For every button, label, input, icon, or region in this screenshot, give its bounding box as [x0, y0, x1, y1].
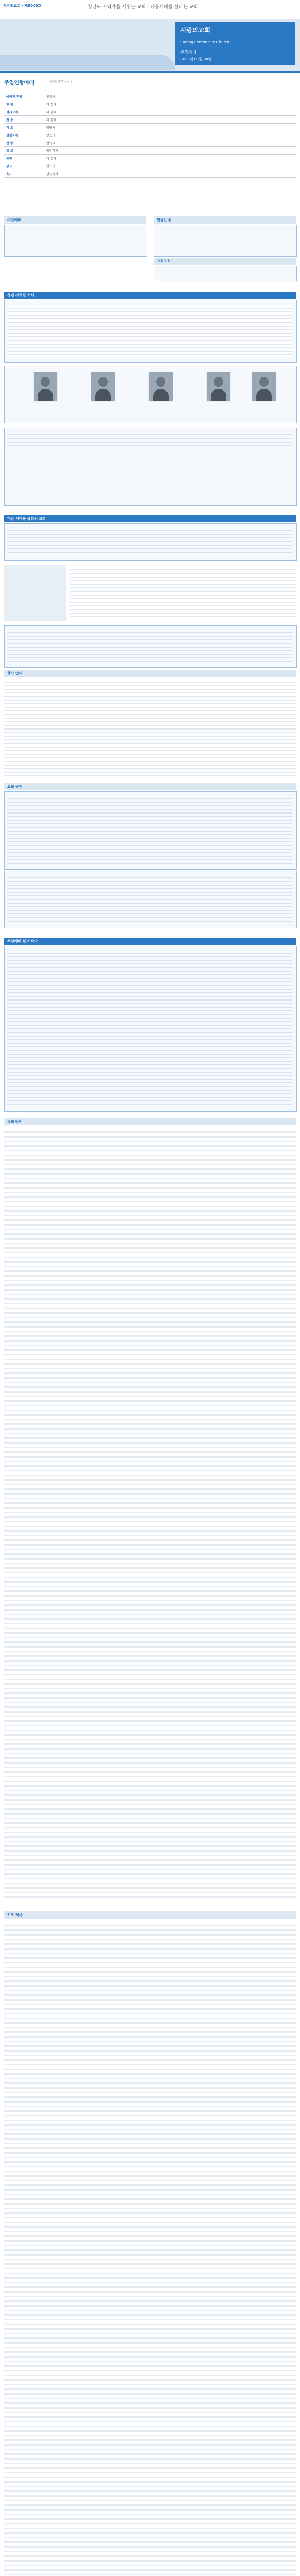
dept-diagram	[4, 565, 66, 621]
worship-order-label: 찬 송	[4, 116, 44, 124]
worship-order-value: 다 함께	[44, 108, 296, 116]
worship-order-row	[4, 116, 296, 124]
dept-diagram-lines	[70, 567, 296, 620]
worship-order-label: 봉헌	[4, 155, 44, 162]
worship-subtitle: (예배 세부 순서)	[49, 80, 72, 84]
worship-order-label: 성경봉독	[4, 131, 44, 139]
prayer-bar: 기도 제목	[4, 1911, 296, 1919]
offering-bar: 헌금안내	[154, 216, 296, 224]
worship-order-row	[4, 139, 296, 147]
dept-list-lines	[7, 630, 292, 663]
worship-order-value: 찬양대	[44, 139, 296, 147]
worship-order-value: 담임목사	[44, 147, 296, 155]
announcement-bar: 교회소식	[154, 258, 296, 265]
banner-subtitle: Sarang Community Church	[180, 40, 229, 44]
album-bar: 행사 안내	[4, 670, 296, 677]
worship-order-row	[4, 147, 296, 155]
worship-order-label: 광고	[4, 162, 44, 170]
banner-box	[175, 22, 295, 65]
worship-order-row	[4, 131, 296, 139]
prayer-lines	[7, 432, 292, 449]
staff-photo-2	[91, 372, 115, 402]
worship-order-label: 찬 양	[4, 139, 44, 147]
prayer-text	[4, 1922, 296, 2576]
worship-order-row	[4, 124, 296, 131]
worship-order-row	[4, 170, 296, 178]
worship-order-value: 인도자	[44, 131, 296, 139]
worship-order-table	[4, 93, 296, 178]
sermon-bar: 목회서신	[4, 1118, 296, 1125]
worship-order-label: 기 도	[4, 124, 44, 131]
youth-bar: 청년 사역팀 소식	[4, 292, 296, 299]
banner-title: 사랑의교회	[180, 27, 210, 34]
worship-order-value: 담당자	[44, 124, 296, 131]
header-banner	[0, 19, 300, 73]
offering-box	[154, 225, 297, 257]
worship-order-value: 인도자	[44, 162, 296, 170]
worship-order-value: 인도자	[44, 93, 296, 100]
worship-order-label: 축도	[4, 170, 44, 178]
notice-lines	[7, 795, 292, 865]
staff-photo-1	[33, 372, 58, 402]
album-text	[4, 679, 296, 777]
worship-title: 주일연합예배	[4, 80, 34, 86]
worship-order-label: 성시교독	[4, 108, 44, 116]
dept-bar: 다음 세대를 살리는 교회	[4, 515, 296, 522]
banner-line: 주일예배	[180, 50, 196, 55]
staff-photo-5	[252, 372, 276, 402]
schedule-bar: 주일예배	[4, 216, 146, 224]
worship-order-label: 예배의 부름	[4, 93, 44, 100]
schedule-box	[4, 225, 147, 257]
worship-order-label: 설 교	[4, 147, 44, 155]
notice-bar: 교회 공지	[4, 783, 296, 790]
worship-order-value: 다 함께	[44, 116, 296, 124]
dept-lines	[7, 528, 292, 555]
sermon-text	[4, 1128, 296, 1901]
worship-order-row	[4, 100, 296, 108]
worship-order-row	[4, 162, 296, 170]
worship-order-row	[4, 93, 296, 100]
column-lines	[7, 950, 292, 1107]
brand-label: 사랑의교회 · 제0000호	[3, 4, 42, 8]
worship-order-row	[4, 155, 296, 162]
column-bar: 주일예배 설교 요약	[4, 938, 296, 945]
staff-photo-3	[148, 372, 173, 402]
worship-order-value: 다 함께	[44, 100, 296, 108]
top-strip	[0, 0, 300, 19]
worship-order-value: 담임목사	[44, 170, 296, 178]
slogan: 청년도 사역자를 세우는 교회 · 다음세대를 살리는 교회	[88, 5, 198, 10]
worship-order-row	[4, 108, 296, 116]
banner-date: 2023년 00월 00일	[180, 57, 212, 61]
banner-swoosh	[0, 55, 175, 70]
notice-lines-2	[7, 875, 292, 923]
worship-order-value: 다 함께	[44, 155, 296, 162]
announcement-box	[154, 266, 297, 281]
worship-order-label: 찬 양	[4, 100, 44, 108]
staff-photo-4	[206, 372, 231, 402]
youth-text-lines	[7, 305, 292, 357]
